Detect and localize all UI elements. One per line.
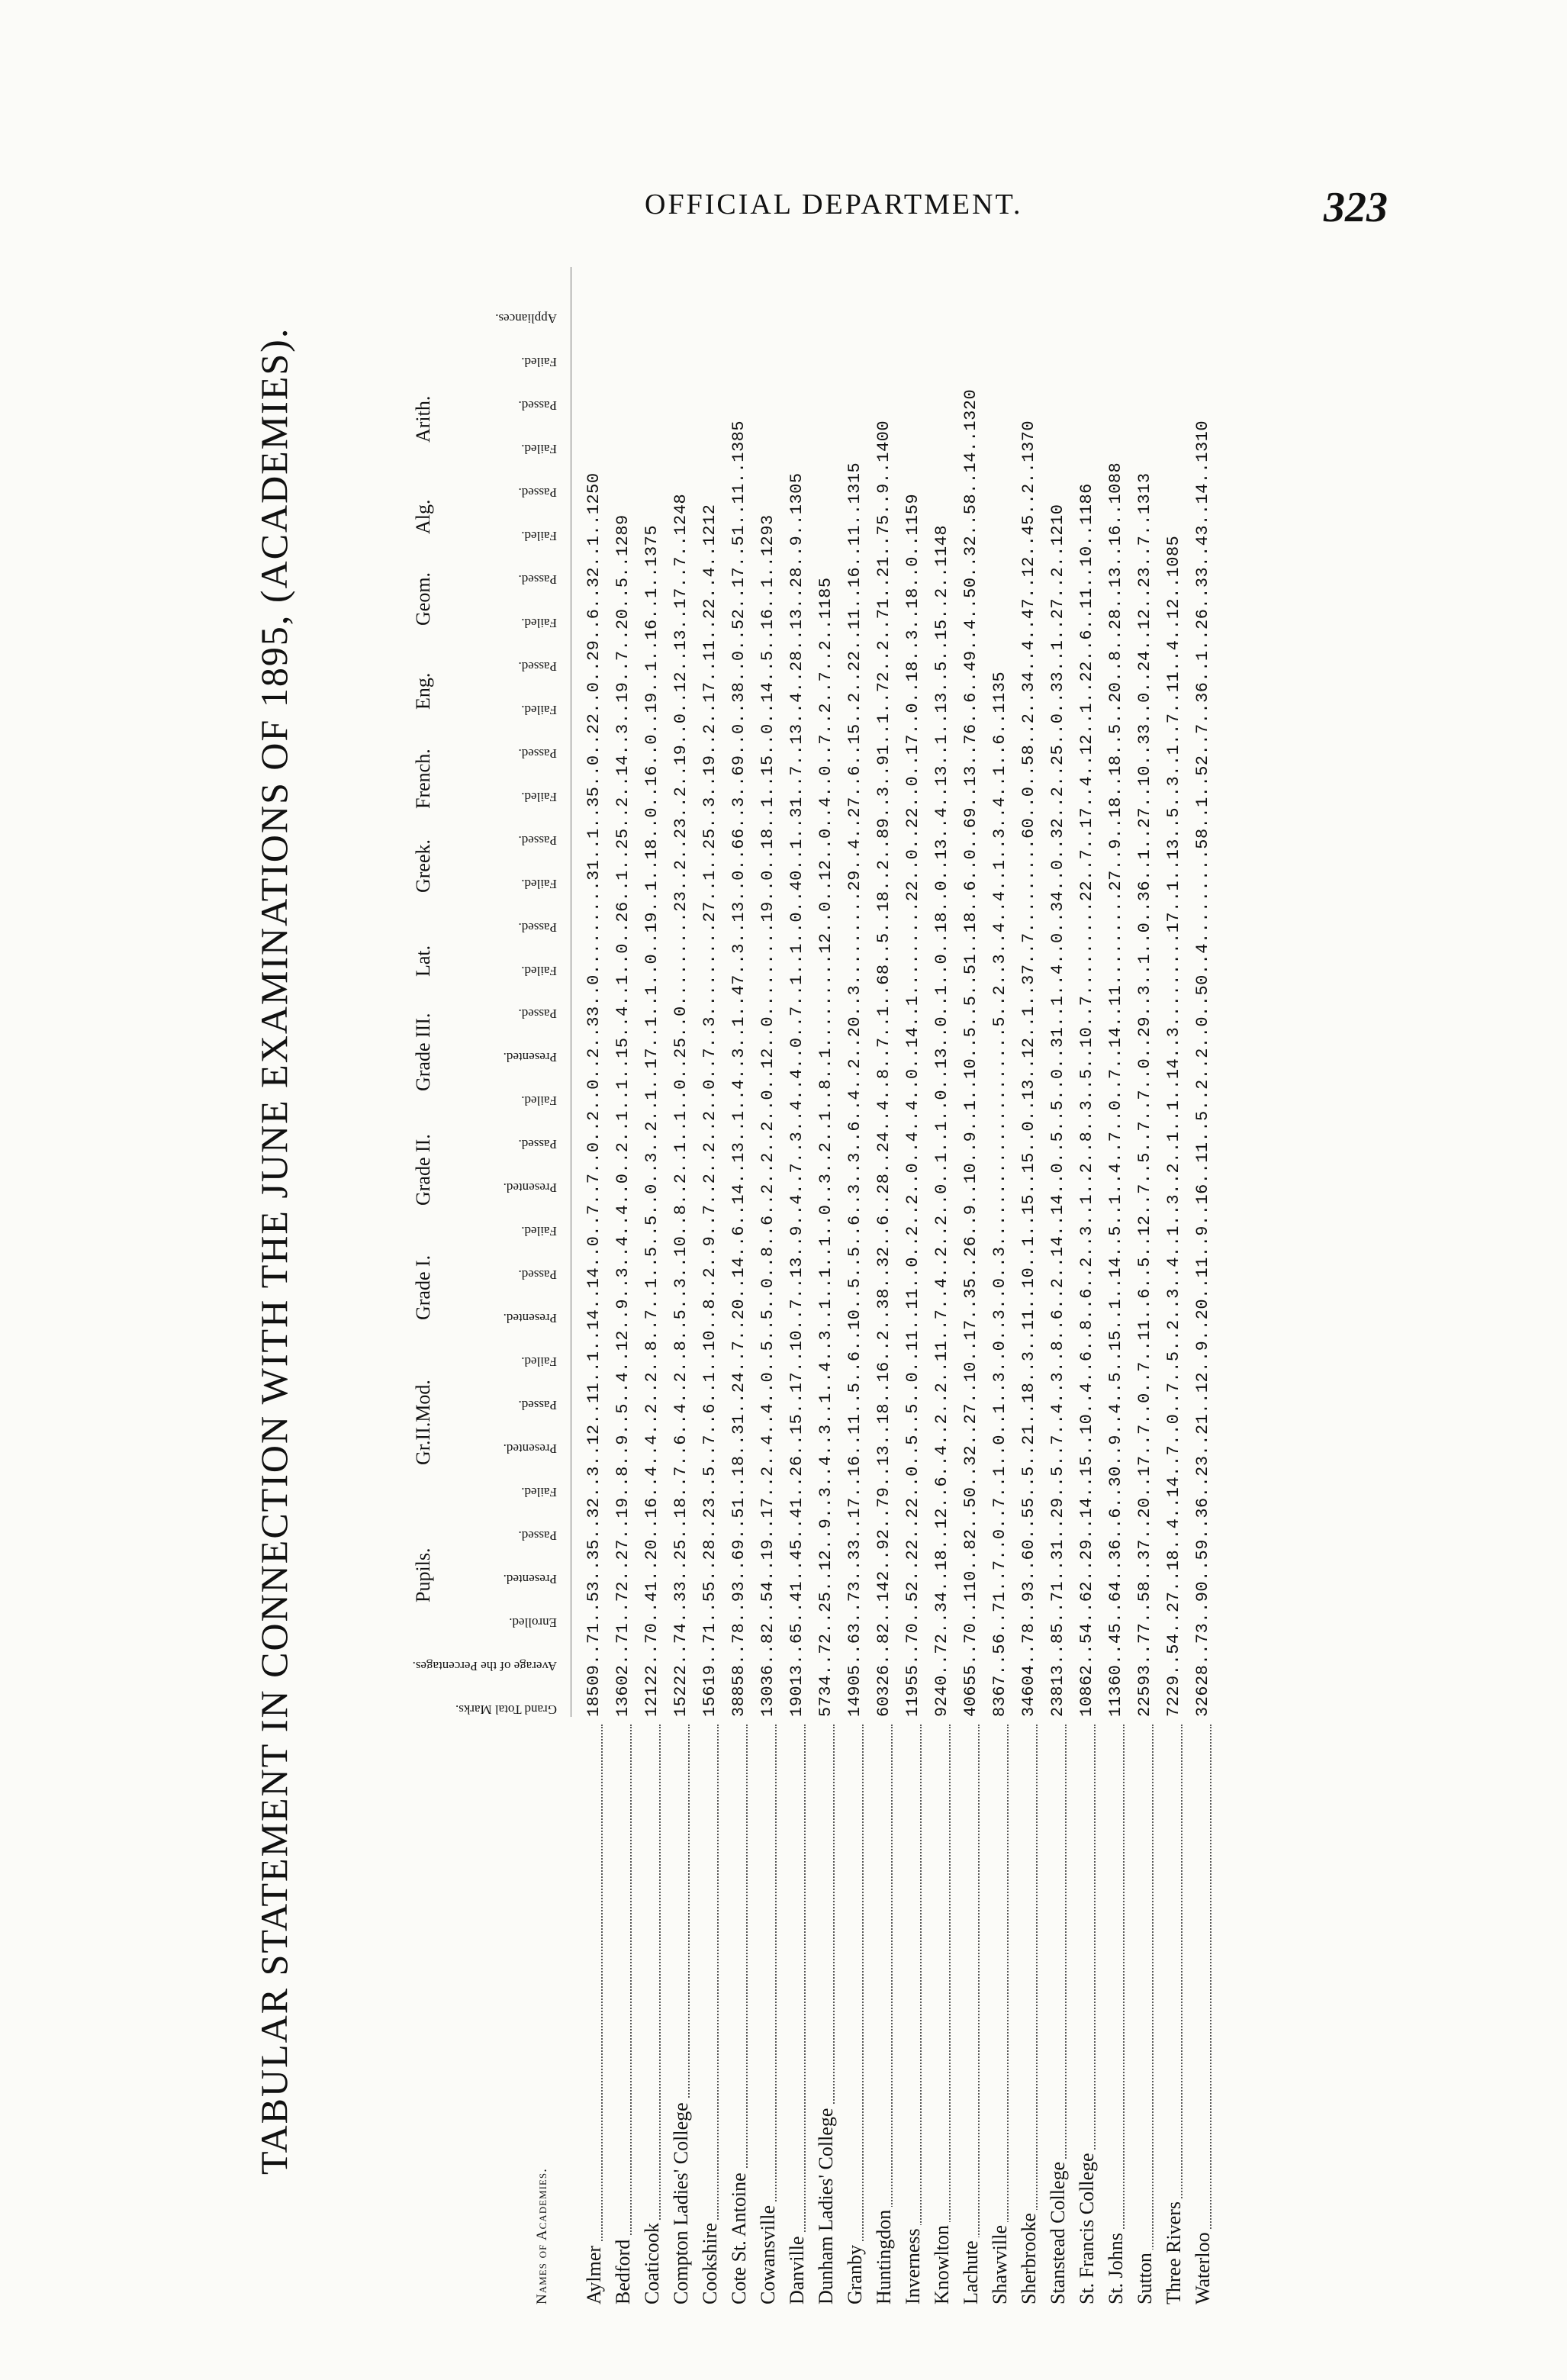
table-row (1189, 244, 1218, 2304)
academy-name: Coaticook (641, 2220, 663, 2304)
sub-column-header: Passed. (518, 1528, 557, 1544)
page-number: 323 (1324, 184, 1388, 231)
table-row (638, 244, 667, 2304)
row-values: 32628..73..90..59..36..23..21..12..9..20..11..9..16..11..5..2..2..0..50..4.........58..1..52..7..36..1..26..33..43..14..1310 (1193, 420, 1212, 1717)
academy-name: Aylmer (583, 2243, 605, 2304)
academy-name-cell (1102, 1725, 1131, 2304)
row-values: 18509..71..53..35..32..3..12..11..1..14..14..0..7..7..0..2..0..2..33..0.........31..1..35..0..22..0..29..6..32..1..1250 (584, 472, 603, 1717)
table-row (1044, 244, 1073, 2304)
group-header-algebra: Alg. (412, 499, 434, 534)
group-header-greek: Greek. (412, 839, 434, 893)
group-header-english: Eng. (412, 672, 434, 710)
sub-column-header: Failed. (521, 1093, 557, 1109)
academy-name: Cote St. Antoine (728, 2169, 750, 2304)
academy-name-cell (986, 1725, 1015, 2304)
table-row (928, 244, 957, 2304)
academy-name: Danville (786, 2233, 808, 2304)
table-row (1073, 244, 1102, 2304)
academy-name-cell (928, 1725, 957, 2304)
row-values: 15619..71..55..28..23..5..7..6..1..10..8..2..9..7..2..2..2..0..7..3.........27..1..25..3..19..2..17..11..22..4..1212 (700, 504, 719, 1717)
academy-name-cell (870, 1725, 899, 2304)
table-row (783, 244, 812, 2304)
academy-name-cell (580, 1725, 609, 2304)
row-values: 38858..78..93..69..51..18..31..24..7..20..14..6..14..13..1..4..3..1..47..3..13..0..66..3..69..0..38..0..52..17..51..11..1385 (729, 420, 748, 1717)
academy-name-cell (1189, 1725, 1218, 2304)
sub-column-header: Presented. (503, 1050, 557, 1065)
academy-name-cell (1044, 1725, 1073, 2304)
group-header-gr2-mod: Gr.II.Mod. (412, 1380, 434, 1465)
table-row (1015, 244, 1044, 2304)
academy-name: Shawville (989, 2222, 1011, 2304)
academy-name: Bedford (612, 2237, 634, 2304)
academy-name-cell (1131, 1725, 1160, 2304)
academy-name-cell (638, 1725, 667, 2304)
table-row (580, 244, 609, 2304)
sub-column-header: Presented. (503, 1441, 557, 1457)
table-row (1131, 244, 1160, 2304)
table-row (1160, 244, 1189, 2304)
sub-column-header: Passed. (518, 659, 557, 674)
running-head-title: OFFICIAL DEPARTMENT. (645, 188, 1023, 221)
running-head (0, 183, 1567, 252)
row-values: 13036..82..54..19..17..2..4..4..0..5..5..0..8..6..2..2..2..0..12..0.........19..0..18..1..15..0..14..5..16..1..1293 (758, 514, 777, 1717)
row-values: 23813..85..71..31..29..5..7..4..3..8..6..2..14..14..0..5..5..0..31..1..4..0..34..0..32..2..25..0..33..1..27..2..1210 (1048, 504, 1067, 1717)
academy-name: Lachute (960, 2237, 982, 2304)
table-row (725, 244, 754, 2304)
sub-column-header: Failed. (521, 1354, 557, 1370)
table-title: TABULAR STATEMENT IN CONNECTION WITH THE JUNE EXAMINATIONS OF 1895, (ACADEMIES). (253, 327, 295, 2175)
table-row (986, 244, 1015, 2304)
row-values: 7229..54..27..18..4..14..7..0..7..5..2..3..4..1..3..2..1..1..14..3.........17..1..13..5..3..1..7..11..4..12..1085 (1164, 535, 1183, 1717)
sub-column-header: Passed. (518, 746, 557, 761)
sub-column-header: Passed. (518, 398, 557, 413)
sub-column-header: Failed. (521, 702, 557, 717)
sub-column-header: Failed. (521, 1224, 557, 1239)
academy-name: Cookshire (699, 2220, 721, 2304)
row-values: 12122..70..41..20..16..4..4..2..2..8..7..1..5..5..0..3..2..1..17..1..1..0..19..1..18..0..16..0..19..1..16..1..1375 (642, 524, 661, 1717)
sub-column-header: Presented. (503, 1180, 557, 1196)
table-row (1102, 244, 1131, 2304)
academy-name-cell (841, 1725, 870, 2304)
academy-name: Knowlton (931, 2222, 953, 2304)
sub-column-header: Passed. (518, 833, 557, 848)
sub-column-header: Failed. (521, 354, 557, 369)
academy-name: Dunham Ladies' College (815, 2105, 837, 2304)
row-values: 34604..78..93..60..55..5..21..18..3..11..10..1..15..15..0..13..12..1..37..7.........60..0..58..2..34..4..47..12..45..2..1370 (1019, 420, 1038, 1717)
academy-name: Inverness (902, 2225, 924, 2304)
academy-name: Sherbrooke (1018, 2210, 1040, 2304)
group-header-french: French. (412, 749, 434, 809)
group-header-pupils: Pupils. (412, 1547, 434, 1602)
row-values: 9240..72..34..18..12..6..4..2..2..11..7..4..2..2..0..1..1..0..13..0..1..0..18..0..13..4..13..1..13..5..15..2..1148 (932, 524, 951, 1717)
row-values: 19013..65..41..45..41..26..15..17..10..7..13..9..4..7..3..4..4..0..7..1..1..0..40..1..31..7..13..4..28..13..28..9..1305 (787, 472, 806, 1717)
academy-name-cell (725, 1725, 754, 2304)
academy-name-cell (899, 1725, 928, 2304)
row-values: 11955..70..52..22..22..0..5..5..0..11..11..0..2..2..0..4..4..0..14..1.........22..0..22..0..17..0..18..3..18..0..1159 (903, 493, 922, 1717)
group-header-geometry: Geom. (412, 572, 434, 626)
sub-column-header: Passed. (518, 919, 557, 935)
sub-column-header: Passed. (518, 1267, 557, 1283)
left-column-header: Average of the Percentages. (412, 1659, 557, 1674)
sub-column-header: Failed. (521, 963, 557, 978)
academy-name-cell (1160, 1725, 1189, 2304)
academy-name: Sutton (1134, 2250, 1156, 2304)
row-values: 14905..63..73..33..17..16..11..5..6..10..5..5..6..3..3..6..4..2..20..3.........29..4..27..6..15..2..22..11..16..11..1315 (845, 462, 864, 1717)
row-values: 8367..56..71..7..0..7..1..0..1..3..0..3..0..3.....................5..2..3..4..4..1..3..4..1..6..1135 (990, 671, 1009, 1717)
sub-column-header: Passed. (518, 1006, 557, 1022)
academy-name-cell (1073, 1725, 1102, 2304)
sub-column-header: Passed. (518, 572, 557, 587)
table-row (812, 244, 841, 2304)
names-of-academies-header: Names of Academies. (534, 2168, 550, 2304)
sub-column-header: Failed. (521, 441, 557, 456)
row-values: 22593..77..58..37..20..17..7..0..7..11..6..5..12..7..5..7..7..0..29..3..1..0..36..1..27..10..33..0..24..12..23..7..1313 (1135, 472, 1154, 1717)
academy-name: Granby (844, 2242, 866, 2304)
sub-column-header: Appliances. (495, 311, 557, 326)
rotated-table-frame (252, 244, 1396, 2304)
academy-name: Huntingdon (873, 2207, 895, 2304)
sub-column-header: Passed. (518, 1398, 557, 1413)
sub-column-header: Failed. (521, 1485, 557, 1500)
academy-name-cell (609, 1725, 638, 2304)
sub-column-header: Enrolled. (509, 1615, 557, 1631)
table-row (609, 244, 638, 2304)
group-header-grade3: Grade III. (412, 1013, 434, 1091)
academy-name: Three Rivers (1163, 2198, 1185, 2304)
row-values: 60326..82..142..92..79..13..18..16..2..38..32..6..28..24..4..8..7..1..68..5..18..2..89..3..91..1..72..2..71..21..75..9..1400 (874, 420, 893, 1717)
academy-name-cell (696, 1725, 725, 2304)
sub-column-header: Presented. (503, 1572, 557, 1587)
academy-name-cell (812, 1725, 841, 2304)
academy-name-cell (957, 1725, 986, 2304)
academy-name: St. Francis College (1076, 2150, 1098, 2304)
academy-rows (580, 244, 1218, 2304)
row-values: 5734..72..25..12..9..3..4..3..1..4..3..1..1..1..0..3..2..1..8..1.........12..0..12..0..4..0..7..2..7..2..1185 (816, 577, 835, 1717)
academy-name: St. Johns (1105, 2230, 1127, 2304)
row-values: 10862..54..62..29..14..15..10..4..6..8..6..2..3..1..2..8..3..5..10..7.........22..7..17..4..12..1..22..6..11..10..1186 (1077, 483, 1096, 1717)
sub-column-header: Failed. (521, 789, 557, 804)
sub-column-header: Passed. (518, 485, 557, 500)
group-header-arithmetic: Arith. (412, 395, 434, 443)
academy-name-cell (667, 1725, 696, 2304)
left-column-header: Grand Total Marks. (455, 1702, 557, 1717)
sub-column-header: Presented. (503, 1311, 557, 1326)
academy-name-cell (754, 1725, 783, 2304)
group-header-grade2: Grade II. (412, 1134, 434, 1206)
academy-name: Cowansville (757, 2202, 779, 2304)
table-row (696, 244, 725, 2304)
academy-name: Compton Ladies' College (670, 2099, 692, 2304)
row-values: 40655..70..110..82..50..32..27..10..17..35..26..9..10..9..1..10..5..5..51..18..6..0..69..13..76..6..49..4..50..32..58..14..1320 (961, 388, 980, 1717)
table-row (899, 244, 928, 2304)
sub-column-header: Failed. (521, 528, 557, 543)
table-row (957, 244, 986, 2304)
row-values: 13602..71..72..27..19..8..9..5..4..12..9..3..4..4..0..2..1..1..15..4..1..0..26..1..25..2..14..3..19..7..20..5..1289 (613, 514, 632, 1717)
table-row (667, 244, 696, 2304)
academy-name: Waterloo (1192, 2229, 1214, 2304)
academy-name: Stanstead College (1047, 2159, 1069, 2304)
table-row (870, 244, 899, 2304)
rotated-table (252, 244, 1396, 2304)
sub-column-header: Failed. (521, 615, 557, 630)
row-values: 15222..74..33..25..18..7..6..4..2..8..5..3..10..8..2..1..1..0..25..0.........23..2..23..2..19..0..12..13..17..7..1248 (671, 493, 690, 1717)
academy-name-cell (783, 1725, 812, 2304)
group-header-grade1: Grade I. (412, 1254, 434, 1320)
academy-name-cell (1015, 1725, 1044, 2304)
group-header-latin: Lat. (412, 945, 434, 977)
sub-column-header: Passed. (518, 1137, 557, 1152)
sub-column-header: Failed. (521, 876, 557, 891)
table-row (754, 244, 783, 2304)
table-row (841, 244, 870, 2304)
row-values: 11360..45..64..36..6..30..9..4..5..15..1..14..5..1..4..7..0..7..14..11.........27..9..18..18..5..20..8..28..13..16..1088 (1106, 462, 1125, 1717)
